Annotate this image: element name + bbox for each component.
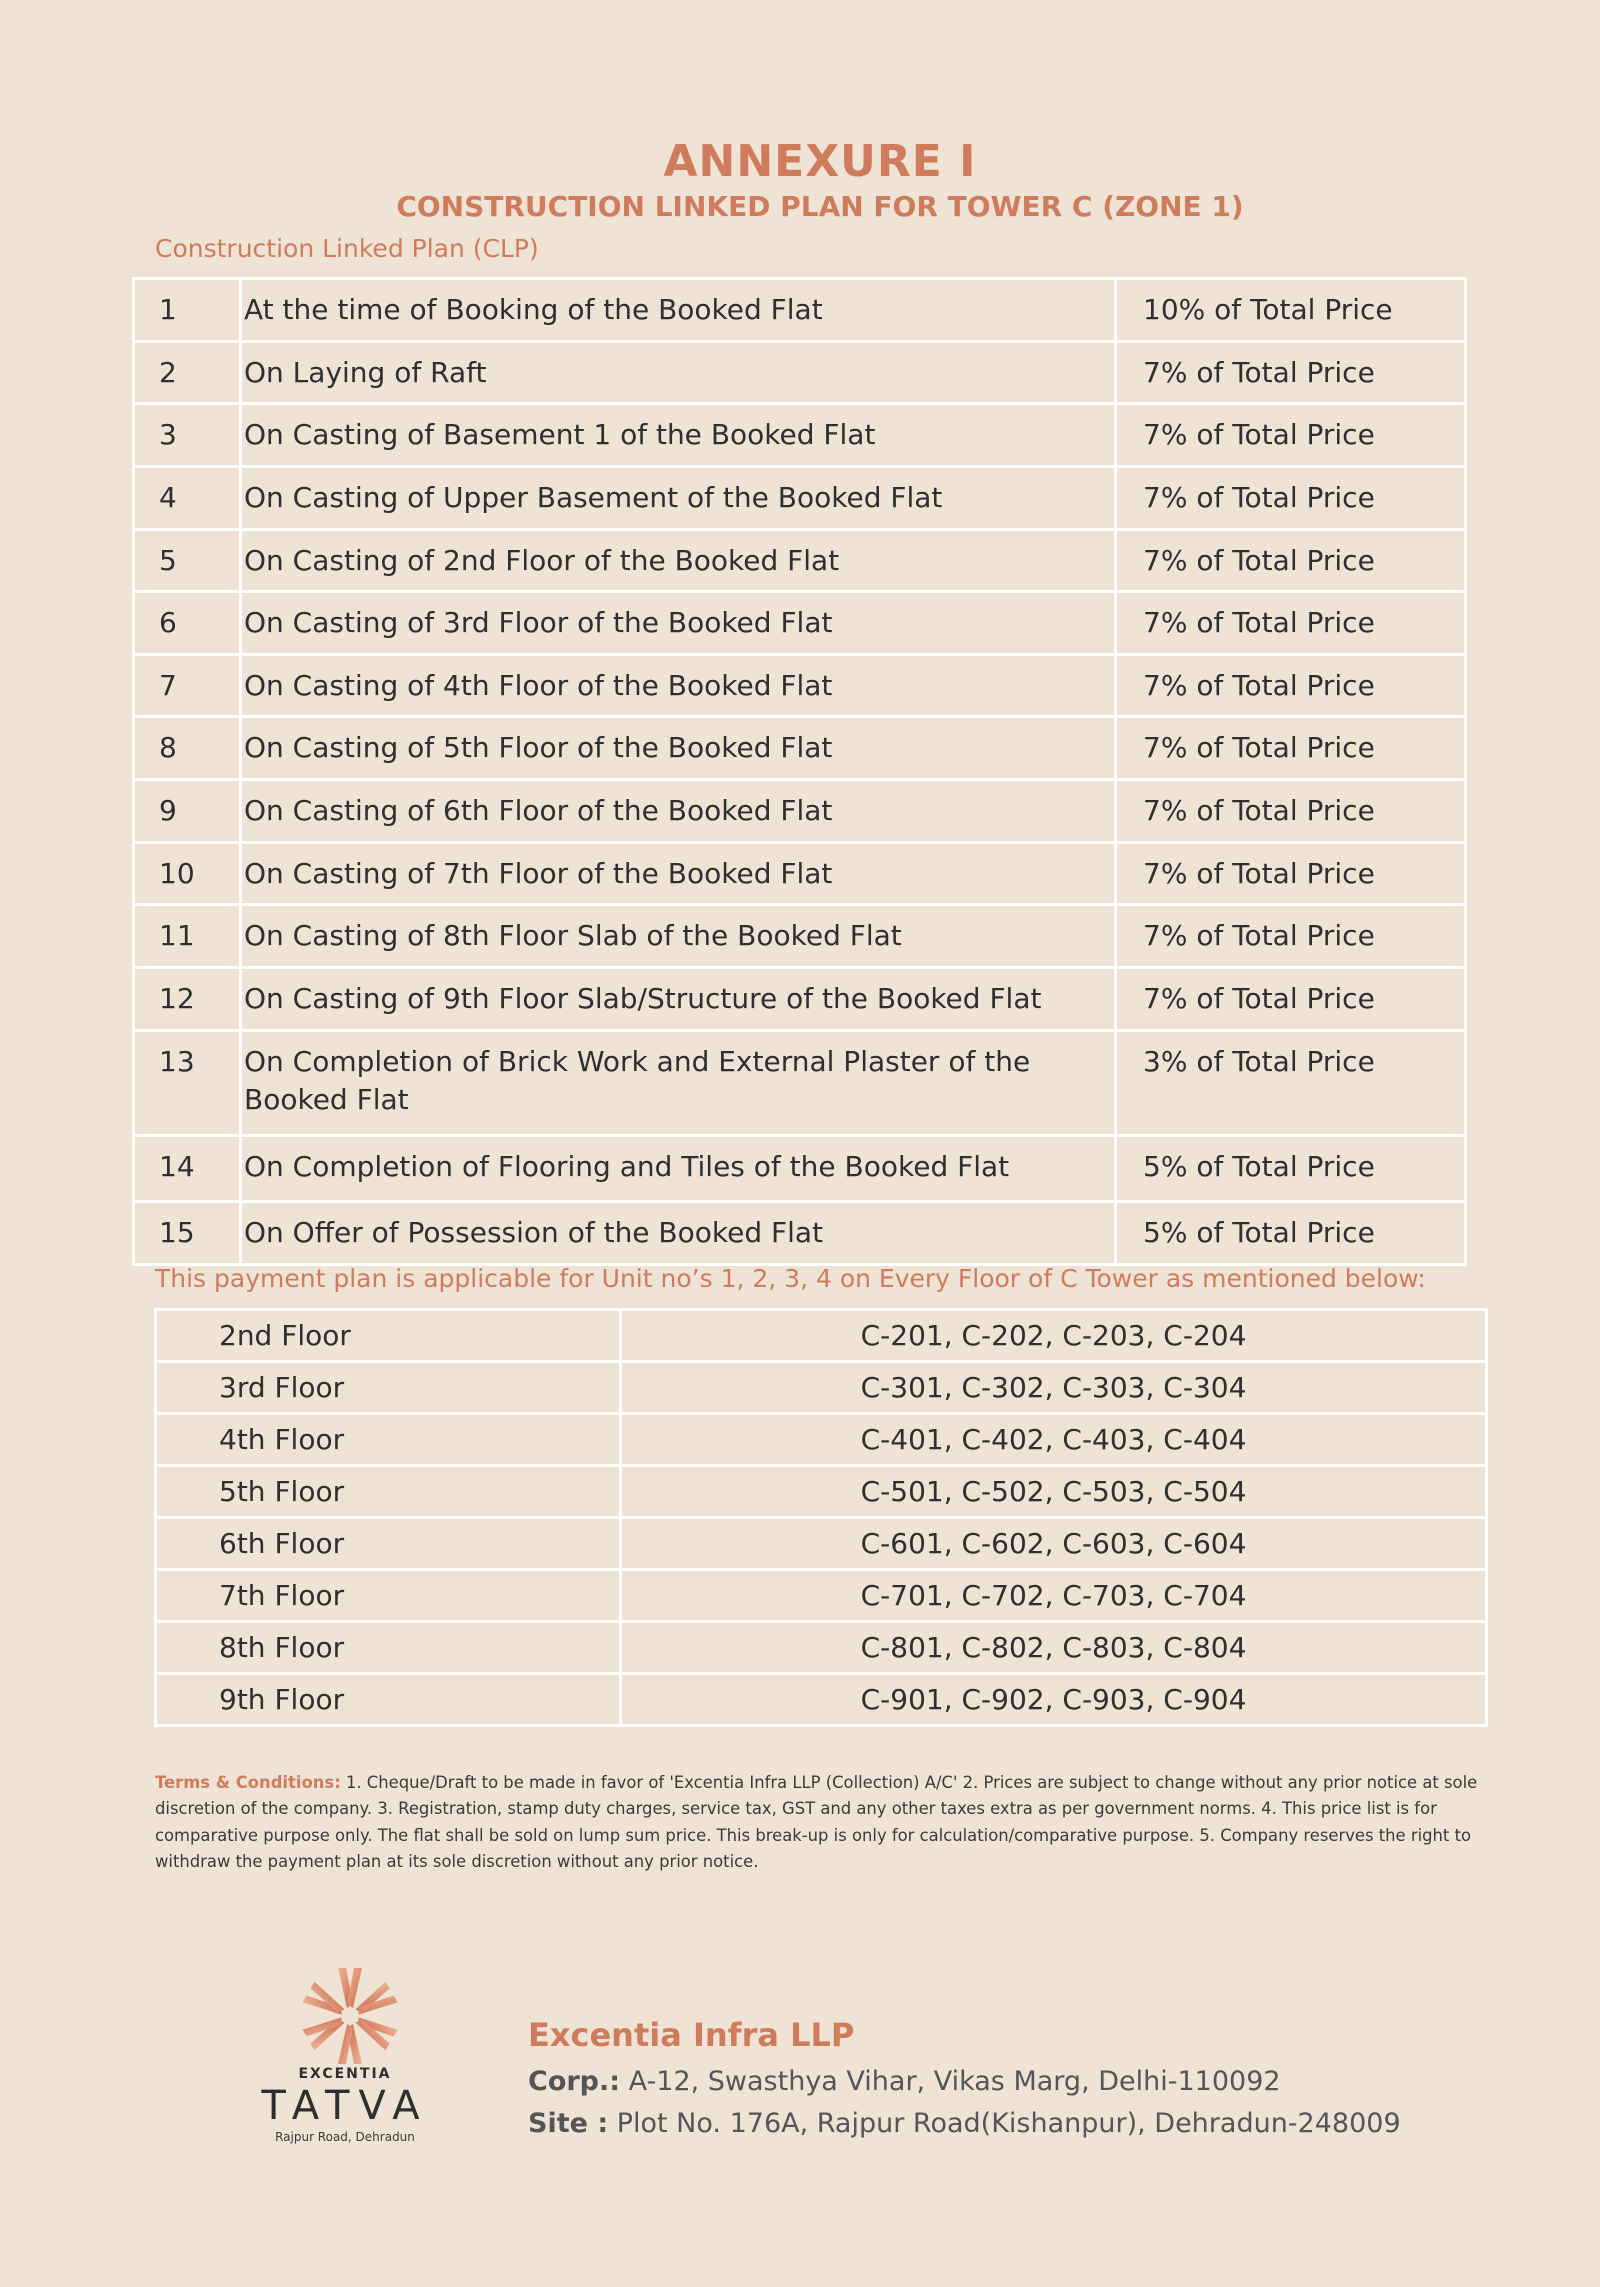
clp-row-description: On Casting of 9th Floor Slab/Structure of the Booked Flat (241, 967, 1116, 1030)
unit-row-codes: C-401, C-402, C-403, C-404 (621, 1414, 1487, 1466)
site-address-text: Plot No. 176A, Rajpur Road(Kishanpur), Dehradun-248009 (608, 2108, 1401, 2139)
clp-row-description: On Offer of Possession of the Booked Flat (241, 1202, 1116, 1265)
table-row (156, 1414, 1487, 1466)
table-row (156, 1466, 1487, 1518)
clp-row-percentage: 7% of Total Price (1116, 466, 1466, 529)
table-row (156, 1570, 1487, 1622)
unit-row-codes: C-801, C-802, C-803, C-804 (621, 1622, 1487, 1674)
clp-row-number: 12 (134, 967, 241, 1030)
clp-row-description: On Laying of Raft (241, 341, 1116, 404)
plan-label: Construction Linked Plan (CLP) (155, 234, 539, 263)
unit-row-floor: 4th Floor (156, 1414, 621, 1466)
clp-row-description: On Casting of 3rd Floor of the Booked Flat (241, 592, 1116, 655)
table-row (134, 654, 1466, 717)
table-row (156, 1310, 1487, 1362)
clp-row-percentage: 7% of Total Price (1116, 967, 1466, 1030)
clp-row-description: On Completion of Flooring and Tiles of the Booked Flat (241, 1135, 1116, 1202)
clp-row-number: 7 (134, 654, 241, 717)
unit-row-floor: 3rd Floor (156, 1362, 621, 1414)
table-row (134, 529, 1466, 592)
clp-row-description: On Casting of 2nd Floor of the Booked Flat (241, 529, 1116, 592)
unit-row-codes: C-501, C-502, C-503, C-504 (621, 1466, 1487, 1518)
clp-row-percentage: 3% of Total Price (1116, 1030, 1466, 1135)
table-row (134, 842, 1466, 905)
clp-row-description: On Casting of Upper Basement of the Booked Flat (241, 466, 1116, 529)
clp-row-number: 1 (134, 279, 241, 342)
clp-table (132, 277, 1467, 1266)
clp-row-number: 4 (134, 466, 241, 529)
clp-row-description: On Casting of 4th Floor of the Booked Flat (241, 654, 1116, 717)
terms-label: Terms & Conditions: (155, 1773, 341, 1792)
unit-row-floor: 2nd Floor (156, 1310, 621, 1362)
logo-brand-name: TATVA (261, 2083, 429, 2129)
table-row (134, 592, 1466, 655)
table-row (134, 1135, 1466, 1202)
unit-row-floor: 6th Floor (156, 1518, 621, 1570)
clp-row-percentage: 7% of Total Price (1116, 717, 1466, 780)
corp-address-text: A-12, Swasthya Vihar, Vikas Marg, Delhi-110092 (620, 2066, 1281, 2097)
clp-row-percentage: 10% of Total Price (1116, 279, 1466, 342)
page-subtitle: CONSTRUCTION LINKED PLAN FOR TOWER C (ZONE 1) (396, 190, 1244, 223)
page-title: ANNEXURE I (663, 136, 977, 187)
table-row (156, 1674, 1487, 1726)
clp-row-number: 10 (134, 842, 241, 905)
unit-row-floor: 5th Floor (156, 1466, 621, 1518)
clp-row-description: On Completion of Brick Work and External Plaster of the Booked Flat (241, 1030, 1116, 1135)
corp-address (528, 2066, 1281, 2097)
unit-row-codes: C-301, C-302, C-303, C-304 (621, 1362, 1487, 1414)
logo-location: Rajpur Road, Dehradun (275, 2130, 415, 2144)
table-row (156, 1622, 1487, 1674)
terms-and-conditions (155, 1770, 1490, 1875)
table-row (134, 905, 1466, 968)
clp-row-percentage: 5% of Total Price (1116, 1135, 1466, 1202)
clp-row-percentage: 7% of Total Price (1116, 905, 1466, 968)
clp-row-description: On Casting of 5th Floor of the Booked Flat (241, 717, 1116, 780)
clp-row-number: 15 (134, 1202, 241, 1265)
table-row (134, 279, 1466, 342)
clp-row-description: On Casting of 7th Floor of the Booked Flat (241, 842, 1116, 905)
clp-row-description: On Casting of Basement 1 of the Booked Flat (241, 404, 1116, 467)
clp-row-percentage: 5% of Total Price (1116, 1202, 1466, 1265)
unit-row-codes: C-201, C-202, C-203, C-204 (621, 1310, 1487, 1362)
units-table (154, 1308, 1488, 1727)
clp-row-description: At the time of Booking of the Booked Flat (241, 279, 1116, 342)
site-label: Site : (528, 2108, 609, 2139)
terms-text: 1. Cheque/Draft to be made in favor of 'Excentia Infra LLP (Collection) A/C' 2. Prices are subject to change without any prior notice at sole discretion of the company. 3. Registration, stamp duty charges, service tax, GST and any other taxes extra as per government norms. 4. This price list is for comparative purpose only. The flat shall be sold on lump sum price. This break-up is only for calculation/comparative purpose. 5. Company reserves the right to withdraw the payment plan at its sole discretion without any prior notice. (155, 1773, 1478, 1871)
table-row (156, 1362, 1487, 1414)
table-row (134, 404, 1466, 467)
clp-row-number: 8 (134, 717, 241, 780)
table-row (134, 780, 1466, 843)
clp-row-percentage: 7% of Total Price (1116, 842, 1466, 905)
table-row (134, 341, 1466, 404)
unit-row-floor: 7th Floor (156, 1570, 621, 1622)
clp-row-percentage: 7% of Total Price (1116, 529, 1466, 592)
table-row (134, 967, 1466, 1030)
table-row (134, 1202, 1466, 1265)
logo-brand-small: EXCENTIA (298, 2066, 392, 2082)
clp-row-percentage: 7% of Total Price (1116, 404, 1466, 467)
clp-row-number: 9 (134, 780, 241, 843)
unit-row-codes: C-601, C-602, C-603, C-604 (621, 1518, 1487, 1570)
clp-row-number: 3 (134, 404, 241, 467)
clp-row-percentage: 7% of Total Price (1116, 780, 1466, 843)
applicability-note: This payment plan is applicable for Unit no’s 1, 2, 3, 4 on Every Floor of C Tower as mentioned below: (155, 1264, 1426, 1293)
company-name: Excentia Infra LLP (528, 2016, 855, 2054)
clp-row-number: 14 (134, 1135, 241, 1202)
site-address (528, 2108, 1401, 2139)
clp-row-description: On Casting of 8th Floor Slab of the Booked Flat (241, 905, 1116, 968)
unit-row-codes: C-901, C-902, C-903, C-904 (621, 1674, 1487, 1726)
clp-row-number: 2 (134, 341, 241, 404)
unit-row-floor: 9th Floor (156, 1674, 621, 1726)
clp-row-percentage: 7% of Total Price (1116, 654, 1466, 717)
clp-row-percentage: 7% of Total Price (1116, 341, 1466, 404)
table-row (134, 466, 1466, 529)
clp-row-number: 13 (134, 1030, 241, 1135)
unit-row-codes: C-701, C-702, C-703, C-704 (621, 1570, 1487, 1622)
table-row (156, 1518, 1487, 1570)
clp-row-percentage: 7% of Total Price (1116, 592, 1466, 655)
clp-row-description: On Casting of 6th Floor of the Booked Flat (241, 780, 1116, 843)
unit-row-floor: 8th Floor (156, 1622, 621, 1674)
table-row (134, 717, 1466, 780)
clp-row-number: 11 (134, 905, 241, 968)
clp-row-number: 6 (134, 592, 241, 655)
table-row (134, 1030, 1466, 1135)
clp-row-number: 5 (134, 529, 241, 592)
corp-label: Corp.: (528, 2066, 621, 2097)
